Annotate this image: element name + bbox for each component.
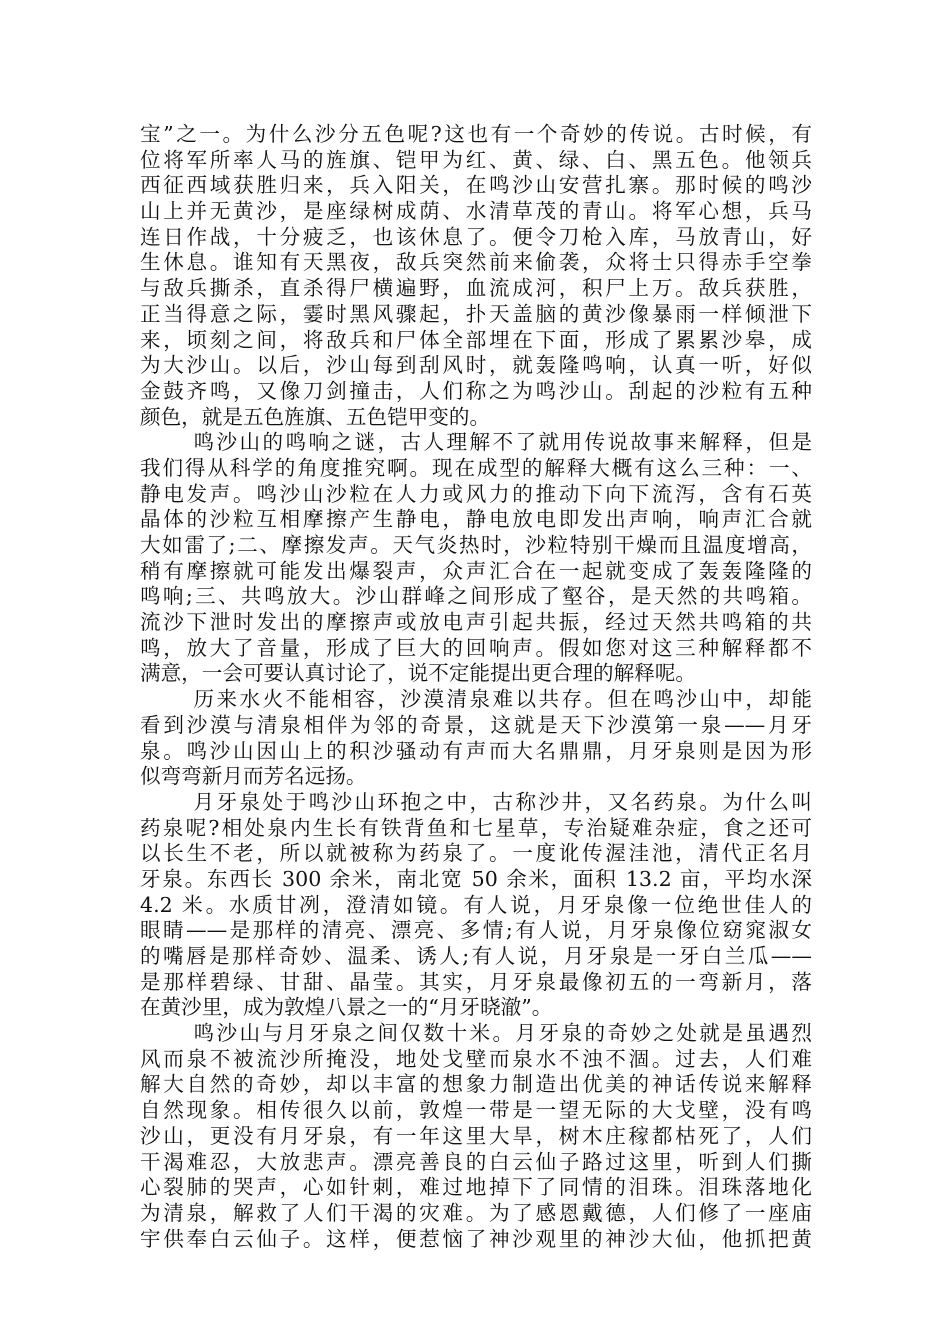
text-line: 静电发声。鸣沙山沙粒在人力或风力的推动下向下流泻，含有石英 bbox=[140, 481, 812, 506]
text-line: 金鼓齐鸣，又像刀剑撞击，人们称之为鸣沙山。刮起的沙粒有五种 bbox=[140, 378, 812, 403]
text-line: 泉。鸣沙山因山上的积沙骚动有声而大名鼎鼎，月牙泉则是因为形 bbox=[140, 738, 812, 763]
text-line: 鸣沙山的鸣响之谜，古人理解不了就用传说故事来解释，但是 bbox=[193, 430, 812, 455]
text-line: 连日作战，十分疲乏，也该休息了。便令刀枪入库，马放青山，好 bbox=[140, 224, 812, 249]
text-line: 来，顷刻之间，将敌兵和尸体全部埋在下面，形成了累累沙皋，成 bbox=[140, 327, 812, 352]
text-line: 西征西域获胜归来，兵入阳关，在鸣沙山安营扎寨。那时候的鸣沙 bbox=[140, 173, 812, 198]
text-line: 看到沙漠与清泉相伴为邻的奇景，这就是天下沙漠第一泉——月牙 bbox=[140, 712, 812, 737]
body-text bbox=[140, 122, 812, 1252]
text-line: 是那样碧绿、甘甜、晶莹。其实，月牙泉最像初五的一弯新月，落 bbox=[140, 969, 812, 994]
text-line: 与敌兵撕杀，直杀得尸横遍野，血流成河，积尸上万。敌兵获胜， bbox=[140, 276, 812, 301]
text-line: 药泉呢?相处泉内生长有铁背鱼和七星草，专治疑难杂症，食之还可 bbox=[140, 815, 812, 840]
text-line: 的嘴唇是那样奇妙、温柔、诱人;有人说，月牙泉是一牙白兰瓜—— bbox=[140, 944, 812, 968]
text-line: 鸣，放大了音量，形成了巨大的回响声。假如您对这三种解释都不 bbox=[140, 635, 812, 660]
text-line: 正当得意之际，霎时黑风骤起，扑天盖脑的黄沙像暴雨一样倾泄下 bbox=[140, 301, 812, 326]
text-line: 为大沙山。以后，沙山每到刮风时，就轰隆鸣响，认真一听，好似 bbox=[140, 353, 812, 378]
text-line: 山上并无黄沙，是座绿树成荫、水清草茂的青山。将军心想，兵马 bbox=[140, 199, 812, 224]
text-line: 大如雷了;二、摩擦发声。天气炎热时，沙粒特别干燥而且温度增高， bbox=[140, 533, 812, 557]
text-line: 自然现象。相传很久以前，敦煌一带是一望无际的大戈壁，没有鸣 bbox=[140, 1098, 812, 1123]
text-line: 我们得从科学的角度推究啊。现在成型的解释大概有这么三种：一、 bbox=[140, 455, 812, 480]
text-line: 鸣响;三、共鸣放大。沙山群峰之间形成了壑谷，是天然的共鸣箱。 bbox=[140, 584, 812, 609]
text-line: 以长生不老，所以就被称为药泉了。一度讹传渥洼池，清代正名月 bbox=[140, 841, 812, 866]
text-line: 解大自然的奇妙，却以丰富的想象力制造出优美的神话传说来解释 bbox=[140, 1072, 812, 1097]
text-line: 月牙泉处于鸣沙山环抱之中，古称沙井，又名药泉。为什么叫 bbox=[193, 789, 812, 814]
text-line: 晶体的沙粒互相摩擦产生静电，静电放电即发出声响，响声汇合就 bbox=[140, 507, 812, 532]
text-line: 位将军所率人马的旌旗、铠甲为红、黄、绿、白、黑五色。他领兵 bbox=[140, 147, 812, 172]
text-line: 流沙下泄时发出的摩擦声或放电声引起共振，经过天然共鸣箱的共 bbox=[140, 610, 812, 635]
text-line: 干渴难忍，大放悲声。漂亮善良的白云仙子路过这里，听到人们撕 bbox=[140, 1149, 812, 1174]
text-line: 颜色，就是五色旌旗、五色铠甲变的。 bbox=[140, 404, 491, 429]
text-line: 历来水火不能相容，沙漠清泉难以共存。但在鸣沙山中，却能 bbox=[193, 687, 812, 712]
text-line: 鸣沙山与月牙泉之间仅数十米。月牙泉的奇妙之处就是虽遇烈 bbox=[193, 1021, 812, 1046]
text-line: 眼睛——是那样的清亮、漂亮、多情;有人说，月牙泉像位窈窕淑女 bbox=[140, 918, 812, 943]
text-line: 宝”之一。为什么沙分五色呢?这也有一个奇妙的传说。古时候，有 bbox=[140, 122, 812, 146]
text-line: 生休息。谁知有天黑夜，敌兵突然前来偷袭，众将士只得赤手空拳 bbox=[140, 250, 812, 275]
text-line: 满意，一会可要认真讨论了，说不定能提出更合理的解释呢。 bbox=[140, 661, 697, 686]
text-line: 宇供奉白云仙子。这样，便惹恼了神沙观里的神沙大仙，他抓把黄 bbox=[140, 1226, 812, 1251]
text-line: 风而泉不被流沙所掩没，地处戈壁而泉水不浊不涸。过去，人们难 bbox=[140, 1046, 812, 1071]
text-line: 牙泉。东西长 300 余米，南北宽 50 余米，面积 13.2 亩，平均水深 bbox=[140, 866, 812, 891]
text-line: 4.2 米。水质甘冽，澄清如镜。有人说，月牙泉像一位绝世佳人的 bbox=[140, 892, 812, 917]
text-line: 为清泉，解救了人们干渴的灾难。为了感恩戴德，人们修了一座庙 bbox=[140, 1200, 812, 1225]
text-line: 在黄沙里，成为敦煌八景之一的“月牙晓澈”。 bbox=[140, 995, 553, 1020]
text-line: 沙山，更没有月牙泉，有一年这里大旱，树木庄稼都枯死了，人们 bbox=[140, 1123, 812, 1148]
text-line: 稍有摩擦就可能发出爆裂声，众声汇合在一起就变成了轰轰隆隆的 bbox=[140, 558, 812, 583]
text-line: 似弯弯新月而芳名远扬。 bbox=[140, 764, 367, 789]
text-line: 心裂肺的哭声，心如针刺，难过地掉下了同情的泪珠。泪珠落地化 bbox=[140, 1175, 812, 1200]
